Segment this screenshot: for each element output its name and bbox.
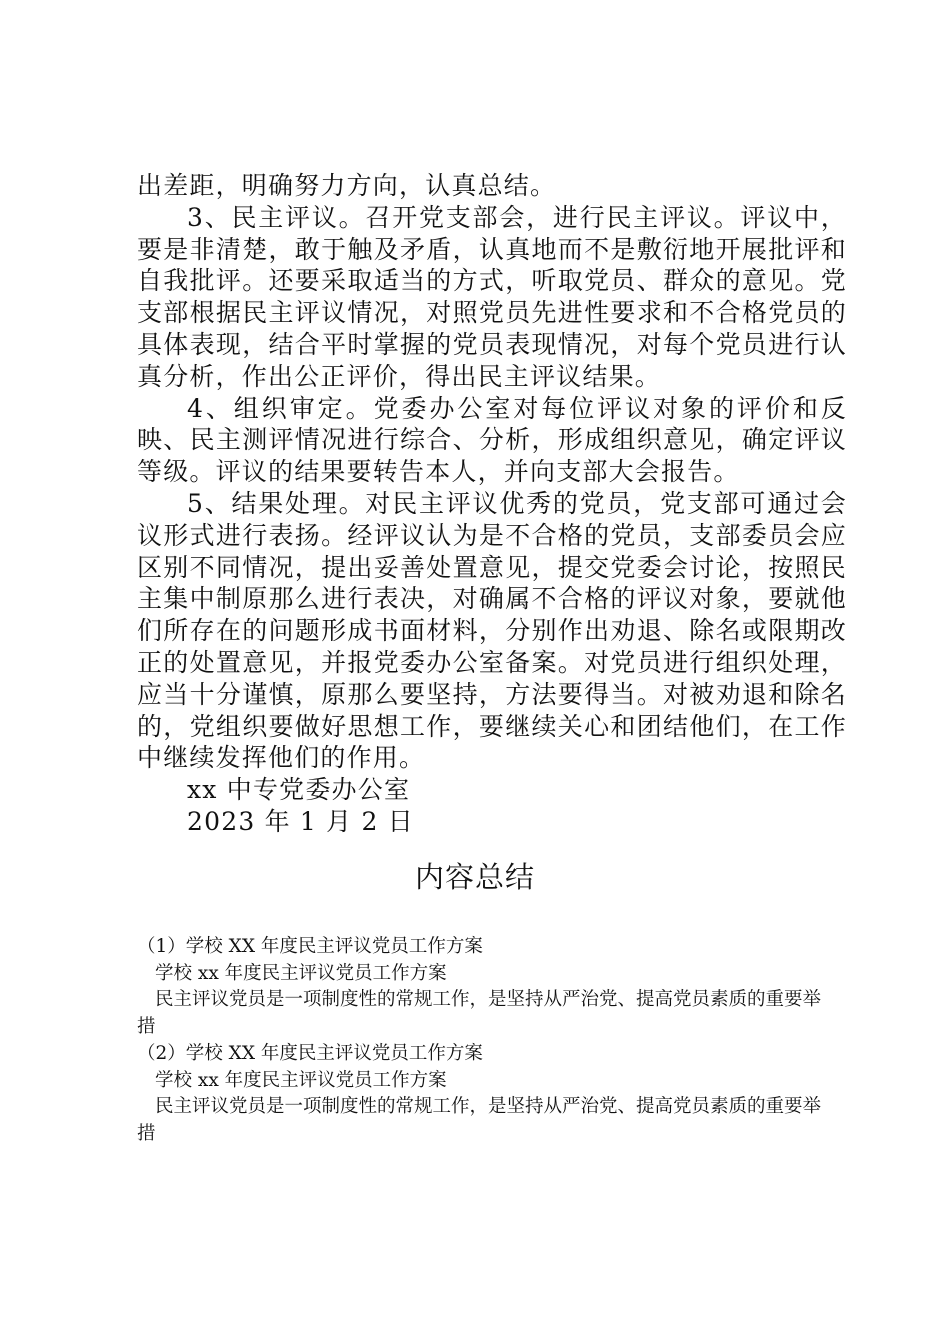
document-body xyxy=(137,170,847,838)
summary-item-heading: （1）学校 XX 年度民主评议党员工作方案 xyxy=(137,936,483,957)
summary-item-excerpt: 民主评议党员是一项制度性的常规工作，是坚持从严治党、提高党员素质的重要举措 xyxy=(137,1096,822,1144)
paragraph-organization-review: 4、组织审定。党委办公室对每位评议对象的评价和反映、民主测评情况进行综合、分析，形成组织意见，确定评议等级。评议的结果要转告本人，并向支部大会报告。 xyxy=(137,393,847,487)
summary-list xyxy=(137,934,827,1148)
paragraph-result-handling: 5、结果处理。对民主评议优秀的党员，党支部可通过会议形式进行表扬。经评议认为是不合格的党员，支部委员会应区别不同情况，提出妥善处置意见，提交党委会讨论，按照民主集中制原那么进行表决，对确属不合格的评议对象，要就他们所存在的问题形成书面材料，分别作出劝退、除名或限期改正的处置意见，并报党委办公室备案。对党员进行组织处理，应当十分谨慎，原那么要坚持，方法要得当。对被劝退和除名的，党组织要做好思想工作，要继续关心和团结他们，在工作中继续发挥他们的作用。 xyxy=(137,488,847,773)
summary-item-heading: （2）学校 XX 年度民主评议党员工作方案 xyxy=(137,1042,483,1064)
signature-date: 2023 年 1 月 2 日 xyxy=(187,806,414,836)
summary-item-subtitle: 学校 xx 年度民主评议党员工作方案 xyxy=(155,962,447,984)
paragraph-continued: 出差距，明确努力方向，认真总结。 xyxy=(137,171,557,200)
summary-item-subtitle: 学校 xx 年度民主评议党员工作方案 xyxy=(155,1069,447,1091)
summary-item xyxy=(137,1041,827,1148)
summary-item xyxy=(137,934,827,1041)
paragraph-democratic-review: 3、民主评议。召开党支部会，进行民主评议。评议中，要是非清楚，敢于触及矛盾，认真地而不是敷衍地开展批评和自我批评。还要采取适当的方式，听取党员、群众的意见。党支部根据民主评议情况，对照党员先进性要求和不合格党员的具体表现，结合平时掌握的党员表现情况，对每个党员进行认真分析，作出公正评价，得出民主评议结果。 xyxy=(137,202,847,391)
summary-title: 内容总结 xyxy=(414,860,535,894)
summary-item-excerpt: 民主评议党员是一项制度性的常规工作，是坚持从严治党、提高党员素质的重要举措 xyxy=(137,989,822,1038)
signature-org: xx 中专党委办公室 xyxy=(187,775,411,805)
